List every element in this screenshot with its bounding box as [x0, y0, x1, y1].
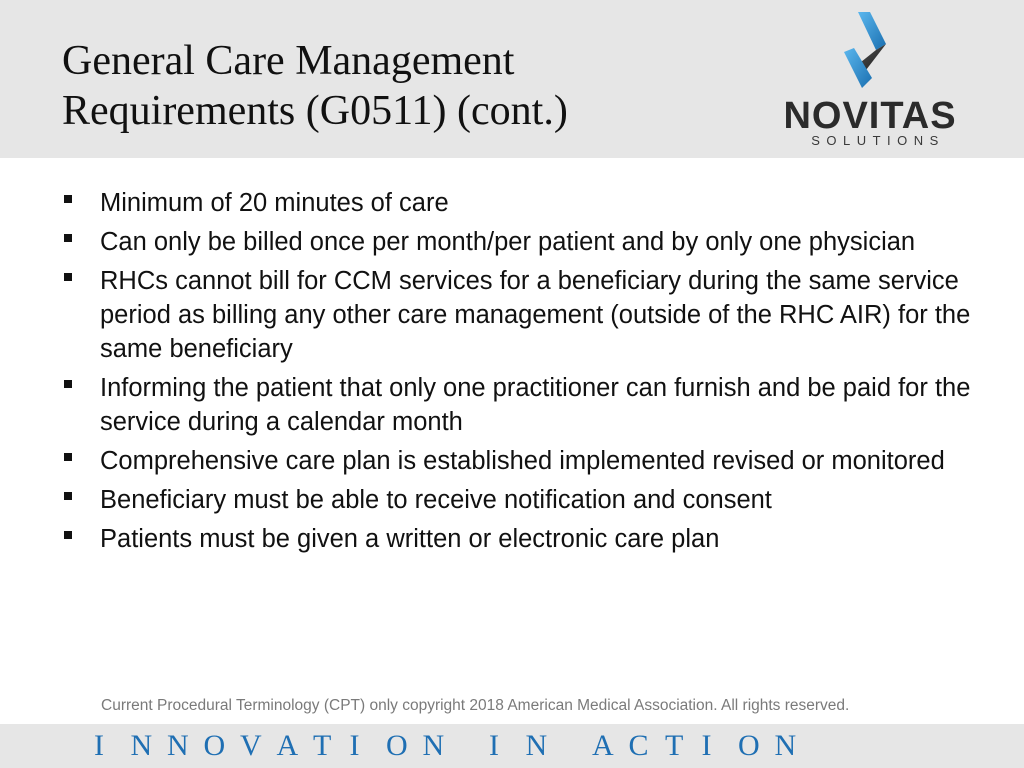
tagline-letter: N — [774, 729, 797, 762]
bullet-item — [62, 371, 972, 439]
bullet-item — [62, 483, 972, 517]
bullet-item — [62, 225, 972, 259]
tagline-letter: O — [738, 729, 760, 762]
bullet-item — [62, 522, 972, 556]
tagline-letter: I — [489, 729, 499, 762]
tagline-letter: C — [628, 729, 649, 762]
tagline-letter: A — [592, 729, 614, 762]
bullet-text: Beneficiary must be able to receive notification and consent — [100, 486, 772, 514]
square-bullet-icon — [64, 273, 72, 281]
bullet-text: Patients must be given a written or electronic care plan — [100, 525, 720, 553]
square-bullet-icon — [64, 531, 72, 539]
tagline-letter: A — [276, 729, 299, 762]
tagline-letter: I — [94, 729, 104, 762]
copyright-footnote: Current Procedural Terminology (CPT) only copyright 2018 American Medical Association. All rights reserved. — [101, 697, 850, 714]
tagline-letter: V — [240, 729, 262, 762]
novitas-logo — [770, 8, 970, 153]
tagline-letter: I — [349, 729, 360, 762]
tagline-letter: N — [525, 729, 548, 762]
novitas-ribbon-icon — [836, 8, 892, 94]
square-bullet-icon — [64, 492, 72, 500]
bullet-text: Comprehensive care plan is established implemented revised or monitored — [100, 447, 945, 475]
tagline-letter: N — [422, 729, 445, 762]
slide-title-line-2: Requirements (G0511) (cont.) — [62, 88, 568, 134]
square-bullet-icon — [64, 195, 72, 203]
tagline-letter: I — [701, 729, 712, 762]
bullet-list — [62, 186, 972, 561]
tagline-letter: T — [313, 729, 332, 762]
square-bullet-icon — [64, 453, 72, 461]
tagline-letter: N — [167, 729, 189, 762]
bullet-item — [62, 264, 972, 366]
bullet-text: Informing the patient that only one practitioner can furnish and be paid for the service during a calendar month — [100, 374, 971, 436]
tagline-letter: T — [665, 729, 684, 762]
slide-title-line-1: General Care Management — [62, 38, 515, 84]
slide-title — [62, 36, 568, 136]
square-bullet-icon — [64, 234, 72, 242]
bullet-text: Can only be billed once per month/per patient and by only one physician — [100, 228, 916, 256]
tagline-letter: O — [386, 729, 408, 762]
logo-subtitle: SOLUTIONS — [811, 133, 945, 148]
tagline-letter: N — [130, 729, 153, 762]
square-bullet-icon — [64, 380, 72, 388]
bullet-text: RHCs cannot bill for CCM services for a beneficiary during the same service period as billing any other care management (outside of the RHC AIR) for the same beneficiary — [100, 267, 971, 363]
logo-wordmark: NOVITAS — [783, 95, 957, 137]
bullet-text: Minimum of 20 minutes of care — [100, 189, 449, 217]
bullet-item — [62, 444, 972, 478]
tagline — [94, 729, 811, 765]
tagline-letter: O — [203, 729, 226, 762]
bullet-item — [62, 186, 972, 220]
